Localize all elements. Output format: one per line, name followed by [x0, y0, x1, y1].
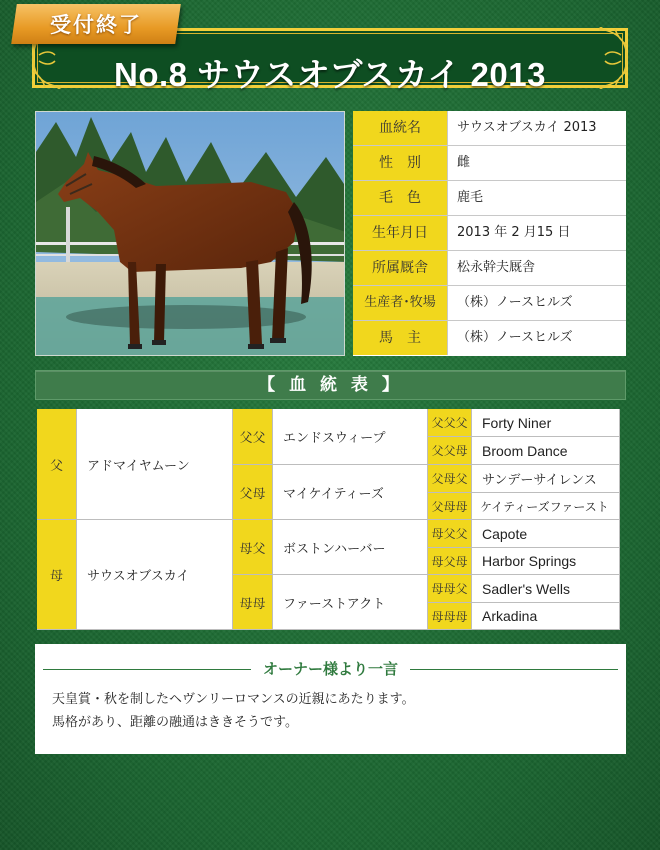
info-row-coat-color [353, 181, 626, 216]
pedigree-gen3-name: ケイティーズファースト [472, 493, 620, 520]
info-row-birthdate [353, 216, 626, 251]
pedigree-gen3-label: 父父父 [428, 409, 472, 437]
pedigree-dam-name: サウスオブスカイ [77, 520, 233, 630]
pedigree-gen3-label: 父父母 [428, 437, 472, 465]
pedigree-gen3-label: 父母父 [428, 465, 472, 493]
pedigree-gen2-name: ボストンハーバー [273, 520, 428, 575]
info-label: 生産者･牧場 [353, 286, 448, 320]
info-value: サウスオブスカイ 2013 [457, 120, 597, 135]
pedigree-gen3-label: 父母母 [428, 493, 472, 520]
status-ribbon-label: 受付終了 [50, 14, 142, 37]
pedigree-gen2-label: 父母 [233, 465, 273, 520]
pedigree-gen3-name: Broom Dance [472, 437, 620, 465]
pedigree-sire-name: アドマイヤムーン [77, 409, 233, 520]
info-label: 生年月日 [353, 216, 448, 250]
horse-info-table [353, 111, 626, 356]
pedigree-gen2-name: マイケイティーズ [273, 465, 428, 520]
info-label: 毛 色 [353, 181, 448, 215]
info-value: （株）ノースヒルズ [457, 295, 573, 310]
pedigree-gen3-name: Sadler's Wells [472, 575, 620, 603]
owner-comment-line: 馬格があり、距離の融通はききそうです。 [52, 715, 298, 730]
info-value: 鹿毛 [457, 190, 484, 205]
pedigree-gen3-name: Arkadina [472, 603, 620, 630]
pedigree-gen2-label: 母父 [233, 520, 273, 575]
horse-photo [35, 111, 345, 356]
pedigree-gen3-label: 母母父 [428, 575, 472, 603]
pedigree-table [37, 409, 620, 630]
info-label: 所属厩舎 [353, 251, 448, 285]
info-row-bloodline [353, 111, 626, 146]
pedigree-gen3-name: Capote [472, 520, 620, 548]
owner-comment-line: 天皇賞・秋を制したヘヴンリーロマンスの近親にあたります。 [52, 692, 415, 707]
info-row-owner [353, 321, 626, 356]
page-title: No.8 サウスオブスカイ 2013 [114, 56, 546, 93]
pedigree-gen2-label: 父父 [233, 409, 273, 465]
info-row-sex [353, 146, 626, 181]
pedigree-sire-label: 父 [37, 409, 77, 520]
info-label: 馬 主 [353, 321, 448, 355]
info-value: 雌 [457, 155, 471, 170]
pedigree-gen2-label: 母母 [233, 575, 273, 630]
info-value: （株）ノースヒルズ [457, 330, 573, 345]
pedigree-gen2-name: エンドスウィープ [273, 409, 428, 465]
pedigree-heading: 【 血 統 表 】 [35, 370, 626, 400]
status-ribbon [11, 4, 181, 44]
owner-comment-text [52, 688, 612, 734]
pedigree-gen3-name: Forty Niner [472, 409, 620, 437]
pedigree-gen3-label: 母母母 [428, 603, 472, 630]
info-label: 性 別 [353, 146, 448, 180]
pedigree-dam-label: 母 [37, 520, 77, 630]
horse-photo-icon [36, 112, 345, 356]
pedigree-gen2-name: ファーストアクト [273, 575, 428, 630]
page-header [24, 14, 636, 96]
pedigree-gen3-name: Harbor Springs [472, 548, 620, 575]
info-value: 2013 年 2 月15 日 [457, 225, 571, 240]
owner-comment-title [35, 658, 626, 679]
pedigree-gen3-name: サンデーサイレンス [472, 465, 620, 493]
info-row-breeder [353, 286, 626, 321]
pedigree-gen3-label: 母父父 [428, 520, 472, 548]
info-label: 血統名 [353, 111, 448, 145]
info-value: 松永幹夫厩舎 [457, 260, 536, 275]
pedigree-gen3-label: 母父母 [428, 548, 472, 575]
owner-comment-box [35, 644, 626, 754]
owner-comment-title-text: オーナー様より一言 [251, 660, 410, 678]
info-row-stable [353, 251, 626, 286]
